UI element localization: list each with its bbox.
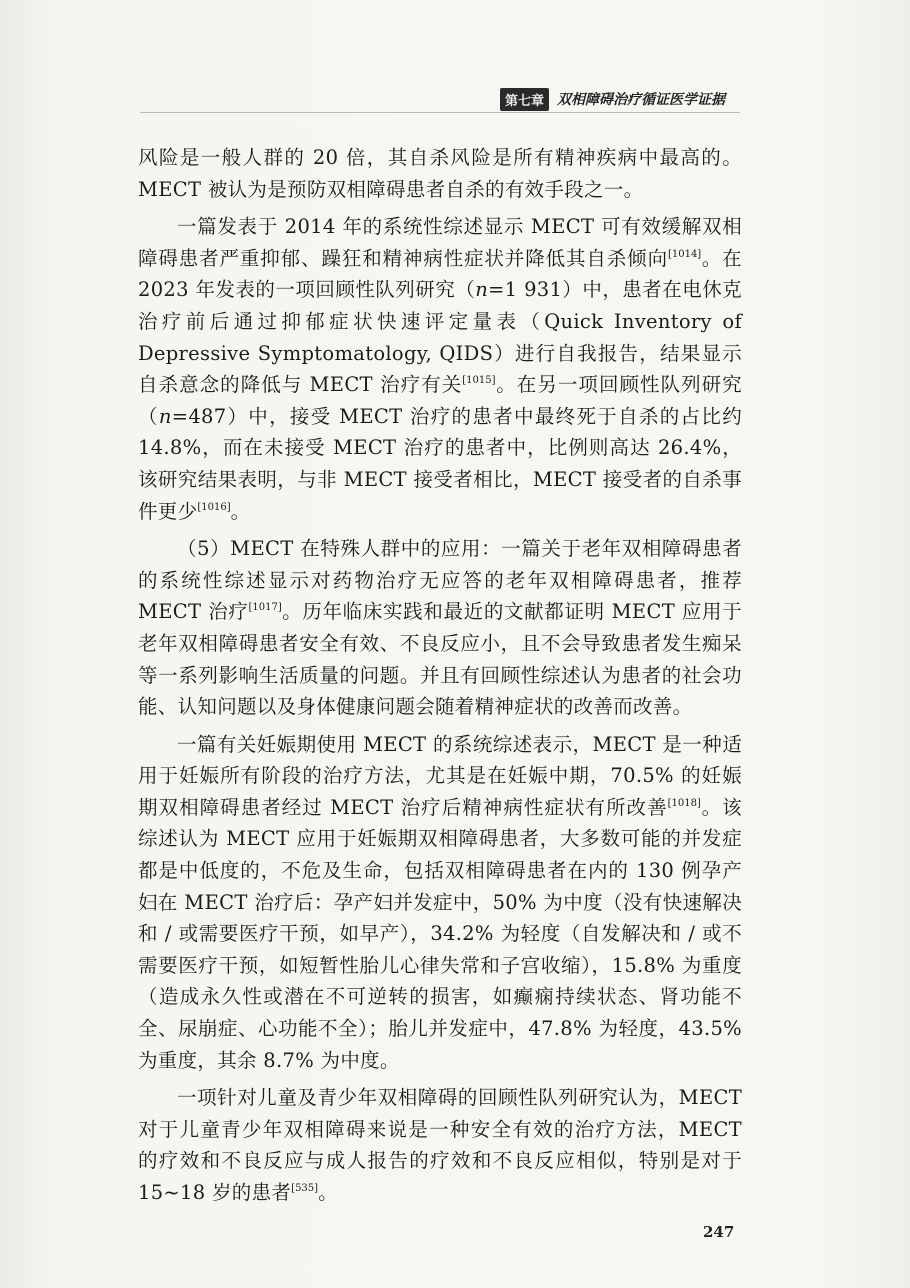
text-run: =487）中，接受 MECT 治疗的患者中最终死于自杀的占比约 14.8%，而在未接受 MECT 治疗的患者中，比例则高达 26.4%，该研究结果表明，与非 MECT 接受者相比，MECT 接受者的自杀事件更少 xyxy=(138,404,742,523)
chapter-title: 双相障碍治疗循证医学证据 xyxy=(557,92,726,108)
citation-ref: [1014] xyxy=(667,248,702,260)
citation-ref: [535] xyxy=(291,1183,319,1194)
text-run: 一篇发表于 2014 年的系统性综述显示 MECT 可有效缓解双相障碍患者严重抑郁、躁狂和精神病性症状并降低其自杀倾向 xyxy=(138,215,742,270)
text-run: 一项针对儿童及青少年双相障碍的回顾性队列研究认为，MECT 对于儿童青少年双相障碍来说是一种安全有效的治疗方法，MECT 的疗效和不良反应与成人报告的疗效和不良反应相似，特别是对于 15~18 岁的患者 xyxy=(138,1086,742,1204)
text-run: 。在 2023 年发表的一项回顾性队列研究（ xyxy=(138,246,742,302)
running-header xyxy=(500,88,740,110)
page-number: 247 xyxy=(703,1223,735,1241)
body-text xyxy=(138,142,742,1215)
italic-var: n xyxy=(158,404,172,428)
text-run: 。 xyxy=(318,1181,338,1204)
text-run: 。历年临床实践和最近的文献都证明 MECT 应用于老年双相障碍患者安全有效、不良反应小，且不会导致患者发生痴呆等一系列影响生活质量的问题。并且有回顾性综述认为患者的社会功能、认知问题以及身体健康问题会随着精神症状的改善而改善。 xyxy=(138,600,742,719)
citation-ref: [1017] xyxy=(248,602,282,614)
paragraph xyxy=(138,533,742,723)
text-run: 。在另一项回顾性队列研究（ xyxy=(138,373,742,428)
text-run: =1 931）中，患者在电休克治疗前后通过抑郁症状快速评定量表（Quick Inventory of Depressive Symptomatology, QIDS）进行自我报告，结果显示自杀意念的降低与 MECT 治疗有关 xyxy=(138,278,742,397)
paragraph xyxy=(138,729,742,1077)
paragraph xyxy=(138,211,742,527)
paragraph xyxy=(138,142,742,205)
text-run: 一篇有关妊娠期使用 MECT 的系统综述表示，MECT 是一种适用于妊娠所有阶段的治疗方法，尤其是在妊娠中期，70.5% 的妊娠期双相障碍患者经过 MECT 治疗后精神病性症状有所改善 xyxy=(138,732,742,819)
chapter-badge: 第七章 xyxy=(500,88,549,111)
header-rule xyxy=(140,112,740,113)
citation-ref: [1018] xyxy=(667,797,701,809)
text-run: 。 xyxy=(230,499,251,523)
text-run: 。该综述认为 MECT 应用于妊娠期双相障碍患者，大多数可能的并发症都是中低度的，不危及生命，包括双相障碍患者在内的 130 例孕产妇在 MECT 治疗后：孕产妇并发症中，50% 为中度（没有快速解决和 / 或需要医疗干预，如早产），34.2% 为轻度（自发解决和 / 或不需要医疗干预，如短暂性胎儿心律失常和子宫收缩），15.8% 为重度（造成永久性或潜在不可逆转的损害，如癫痫持续状态、肾功能不全、尿崩症、心功能不全）；胎儿并发症中，47.8% 为轻度，43.5% 为重度，其余 8.7% 为中度。 xyxy=(138,795,742,1072)
citation-ref: [1016] xyxy=(197,501,231,513)
paragraph xyxy=(138,1082,742,1208)
text-run: 风险是一般人群的 20 倍，其自杀风险是所有精神疾病中最高的。MECT 被认为是预防双相障碍患者自杀的有效手段之一。 xyxy=(138,146,742,201)
italic-var: n xyxy=(475,278,489,302)
text-run: （5）MECT 在特殊人群中的应用：一篇关于老年双相障碍患者的系统性综述显示对药物治疗无应答的老年双相障碍患者，推荐 MECT 治疗 xyxy=(138,537,742,624)
citation-ref: [1015] xyxy=(462,375,496,387)
